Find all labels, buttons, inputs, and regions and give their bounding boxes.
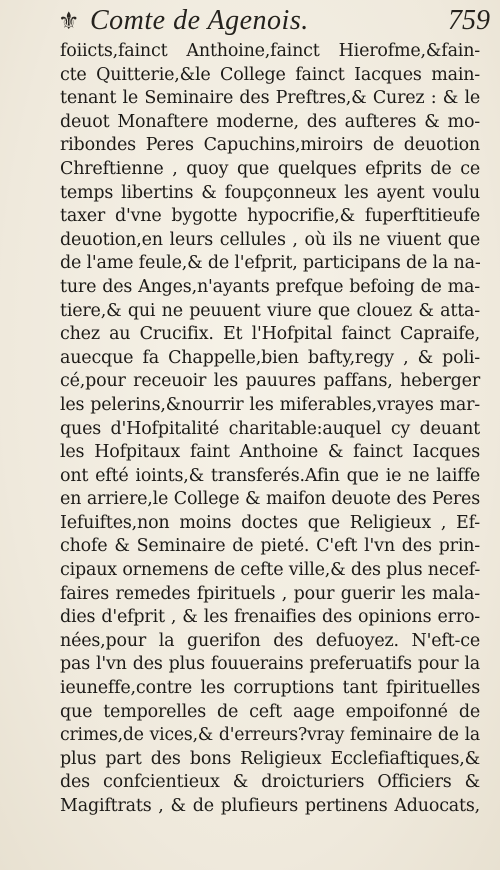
text-line: deuotion,en leurs cellules , où ils ne viuent que [60,229,480,250]
fleur-de-lis-icon: ⚜ [58,7,80,35]
text-line: de l'ame feule,& de l'efprit, participans de la na- [60,253,481,274]
text-line: Magiftrats , & de plufieurs pertinens Aduocats, [60,796,480,816]
text-line: taxer d'vne bygotte hypocrifie,& fuperftitieufe [60,206,480,227]
text-line: ont efté ioints,& transferés.Afin que ie ne laiffe [60,465,480,486]
text-line: ques d'Hofpitalité charitable:auquel cy deuant [60,418,480,439]
page-number: 759 [448,5,490,36]
text-line: cé,pour receuoir les pauures paffans, heberger [60,371,480,392]
text-line: les Hofpitaux faint Anthoine & fainct Iacques [60,442,480,463]
text-line: plus part des bons Religieux Ecclefiaftiques,& [60,748,480,769]
text-line: crimes,de vices,& d'erreurs?vray feminaire de la [60,725,480,746]
page-header [58,4,498,40]
text-line: ribondes Peres Capuchins,miroirs de deuotion [60,135,480,156]
text-line: des confcientieux & droicturiers Officiers & [60,772,480,793]
text-line: faires remedes fpirituels , pour guerir les mala- [60,583,480,604]
text-line: foiicts,fainct Anthoine,fainct Hierofme,&fain- [60,41,480,61]
text-line: cte Quitterie,&le College fainct Iacques main- [60,64,480,85]
text-line: Chreftienne , quoy que quelques efprits de ce [60,158,480,179]
text-line: en arriere,le College & maifon deuote des Peres [60,489,480,510]
text-line: auecque fa Chappelle,bien bafty,regy , & poli- [60,347,480,368]
running-title: Comte de Agenois. [90,5,309,36]
text-line: les pelerins,&nourrir les miferables,vrayes mar- [60,394,480,415]
body-text [60,40,480,819]
text-line: pas l'vn des plus fouuerains preferuatifs pour la [60,654,480,675]
text-line: tiere,& qui ne peuuent viure que clouez & atta- [60,300,480,321]
text-line: dies d'efprit , & les frenaifies des opinions erro- [60,607,480,628]
text-line: Iefuiftes,non moins doctes que Religieux , Ef- [60,512,480,533]
text-line: cipaux ornemens de cefte ville,& des plus necef- [60,560,481,581]
text-line: nées,pour la guerifon des defuoyez. N'eft-ce [60,630,480,651]
text-line: chez au Crucifix. Et l'Hofpital fainct Capraife, [60,324,480,345]
text-line: ieuneffe,contre les corruptions tant fpirituelles [60,678,480,699]
text-line: tenant le Seminaire des Preftres,& Curez : & le [60,88,480,109]
text-line: chofe & Seminaire de pieté. C'eft l'vn des prin- [60,536,480,557]
text-line: que temporelles de ceft aage empoifonné de [60,701,480,722]
text-line: deuot Monaftere moderne, des aufteres & mo- [60,111,480,132]
text-line: ture des Anges,n'ayants prefque befoing de ma- [60,276,480,297]
text-line: temps libertins & foupçonneux les ayent voulu [60,182,480,203]
